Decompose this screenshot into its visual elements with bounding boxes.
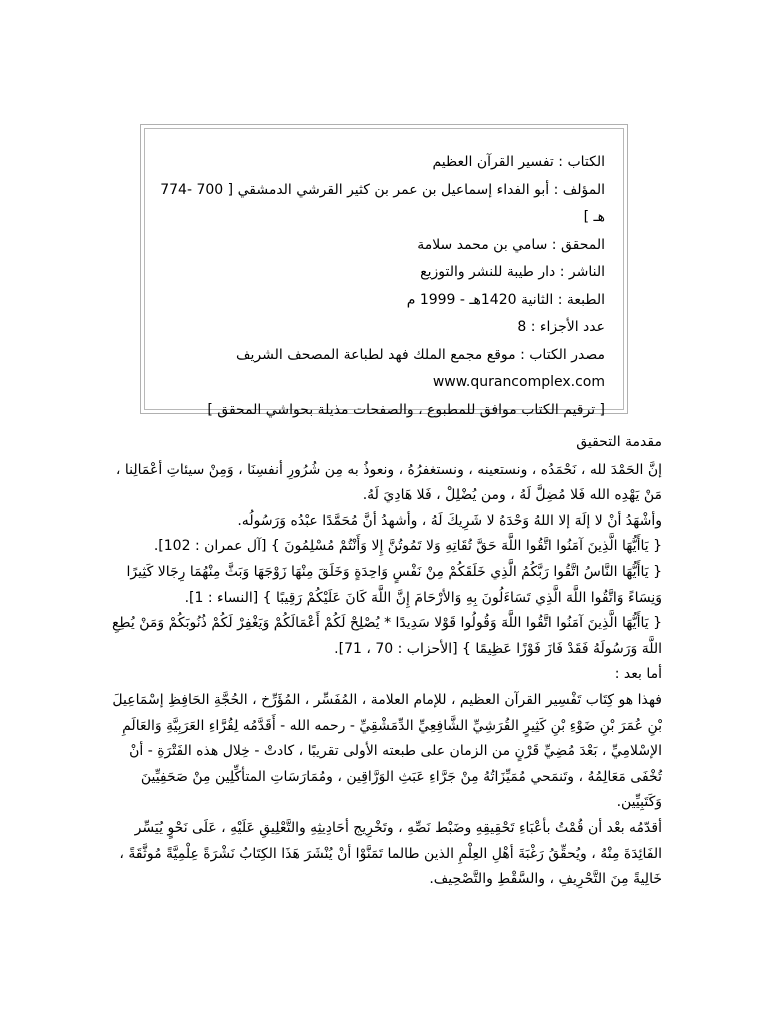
book-numbering-note: [ ترقيم الكتاب موافق للمطبوع ، والصفحات مذيلة بحواشي المحقق ] (207, 401, 605, 418)
book-author-line: المؤلف : أبو الفداء إسماعيل بن عمر بن كثير القرشي الدمشقي [ 700 -774 هـ ] (160, 181, 605, 225)
intro-paragraph: إنَّ الحَمْدَ لله ، نَحْمَدُه ، ونستعينه ، ونستغفرُهُ ، ونعوذُ به مِن شُرُورِ أنفسِنَا ، وَمِنْ سيئاتِ أعْمَالِنا ، مَنْ يَهْدِه الله فَلا مُضِلَّ لَهُ ، ومن يُضْلِلْ ، فَلا هَادِيَ لَهُ. (115, 461, 662, 504)
book-parts-line: عدد الأجزاء : 8 (517, 319, 605, 335)
book-edition-line: الطبعة : الثانية 1420هـ - 1999 م (406, 291, 605, 308)
intro-paragraph: { يَاأَيُّهَا النَّاسُ اتَّقُوا رَبَّكُمُ الَّذِي خَلَقَكُمْ مِنْ نَفْسٍ وَاحِدَةٍ وَخَلَقَ مِنْهَا زَوْجَهَا وَبَثَّ مِنْهُمَا رِجَالا كَثِيرًا وَنِسَاءً وَاتَّقُوا اللَّهَ الَّذِي تَسَاءَلُونَ بِهِ وَالأرْحَامَ إِنَّ اللَّهَ كَانَ عَلَيْكُمْ رَقِيبًا } [النساء : 1]. (126, 563, 662, 606)
book-editor-line: المحقق : سامي بن محمد سلامة (417, 236, 605, 253)
book-publisher-line: الناشر : دار طيبة للنشر والتوزيع (420, 264, 605, 280)
book-source-url[interactable]: www.qurancomplex.com (432, 374, 605, 390)
intro-paragraph: فهذا هو كِتَاب تَفْسِير القرآن العظيم ، للإمام العلامة ، المُفَسِّر ، المُؤَرِّخ ، الحُجَّةِ الحَافِظِ إسْمَاعِيلَ بْنِ عُمَرَ بْنِ ضَوْءِ بْنِ كَثِيرٍ القُرَشِيِّ الشَّافِعِيِّ الدِّمَشْقِيِّ - رحمه الله - أَقَدَّمُه لِقُرَّاءِ العَرَبِيَّةِ وَالعَالَمِ الإسْلامِيِّ ، بَعْدَ مُضِيِّ قَرْنٍ من الزمان على طبعته الأولى تقريبًا ، كادتْ - خِلال هذه الفَتْرَةِ - أنْ تُخْفَى مَعَالِمُهُ ، وتَنمَحي مُمَيِّزَاتُهُ مِنْ جَرَّاءِ عَبَثِ الوَرَّاقِين ، ومُمَارَسَاتِ المتأكِّلِين مِنْ صَحَفِيِّينَ وَكَتَبِيِّين. (112, 691, 662, 811)
intro-paragraph: وأشْهَدُ أنْ لا إلَهَ إلا اللهُ وَحْدَهُ لا شَرِيكَ لَهُ ، وأشهدُ أنَّ مُحَمَّدًا عبْدُه وَرَسُولُه. (237, 512, 662, 529)
book-info-box (140, 124, 628, 418)
intro-paragraph: أقدّمُه بعْد أن قُمْتُ بأعْبَاءِ تَحْقِيقِهِ وضَبْط نَصِّهِ ، وتَخْرِيج أحَادِيثِهِ والتَّعْلِيقِ عَلَيْهِ ، عَلَى نَحْوٍ يُيَسِّر الفَائِدَةَ مِنْهُ ، ويُحقِّقُ رَغْبَةَ أهْلِ العِلْمِ الذين طالما تَمَنَّوْا أنْ يُنْشَرَ هَذَا الكِتَابُ نَشْرَةً عِلْمِيَّةً مُوثَّقَةً ، خَالِيةً مِنَ التَّحْرِيفِ ، والسَّقْطِ والتَّصْحِيف. (119, 819, 662, 888)
intro-section (104, 430, 662, 893)
intro-heading: مقدمة التحقيق (576, 434, 662, 450)
book-source-line: مصدر الكتاب : موقع مجمع الملك فهد لطباعة المصحف الشريف (236, 346, 605, 363)
book-title-line: الكتاب : تفسير القرآن العظيم (432, 154, 605, 170)
intro-paragraph: أما بعد : (614, 666, 662, 683)
book-info-content (144, 128, 624, 418)
intro-paragraph: { يَاأَيُّهَا الَّذِينَ آمَنُوا اتَّقُوا اللَّهَ وَقُولُوا قَوْلا سَدِيدًا * يُصْلِحْ لَكُمْ أَعْمَالَكُمْ وَيَغْفِرْ لَكُمْ ذُنُوبَكُمْ وَمَنْ يُطِعِ اللَّهَ وَرَسُولَهُ فَقَدْ فَازَ فَوْزًا عَظِيمًا } [الأحزاب : 70 ، 71]. (111, 615, 662, 657)
intro-paragraph: { يَاأَيُّهَا الَّذِينَ آمَنُوا اتَّقُوا اللَّهَ حَقَّ تُقَاتِهِ وَلا تَمُوتُنَّ إِلا وَأَنْتُمْ مُسْلِمُونَ } [آل عمران : 102]. (153, 538, 662, 555)
